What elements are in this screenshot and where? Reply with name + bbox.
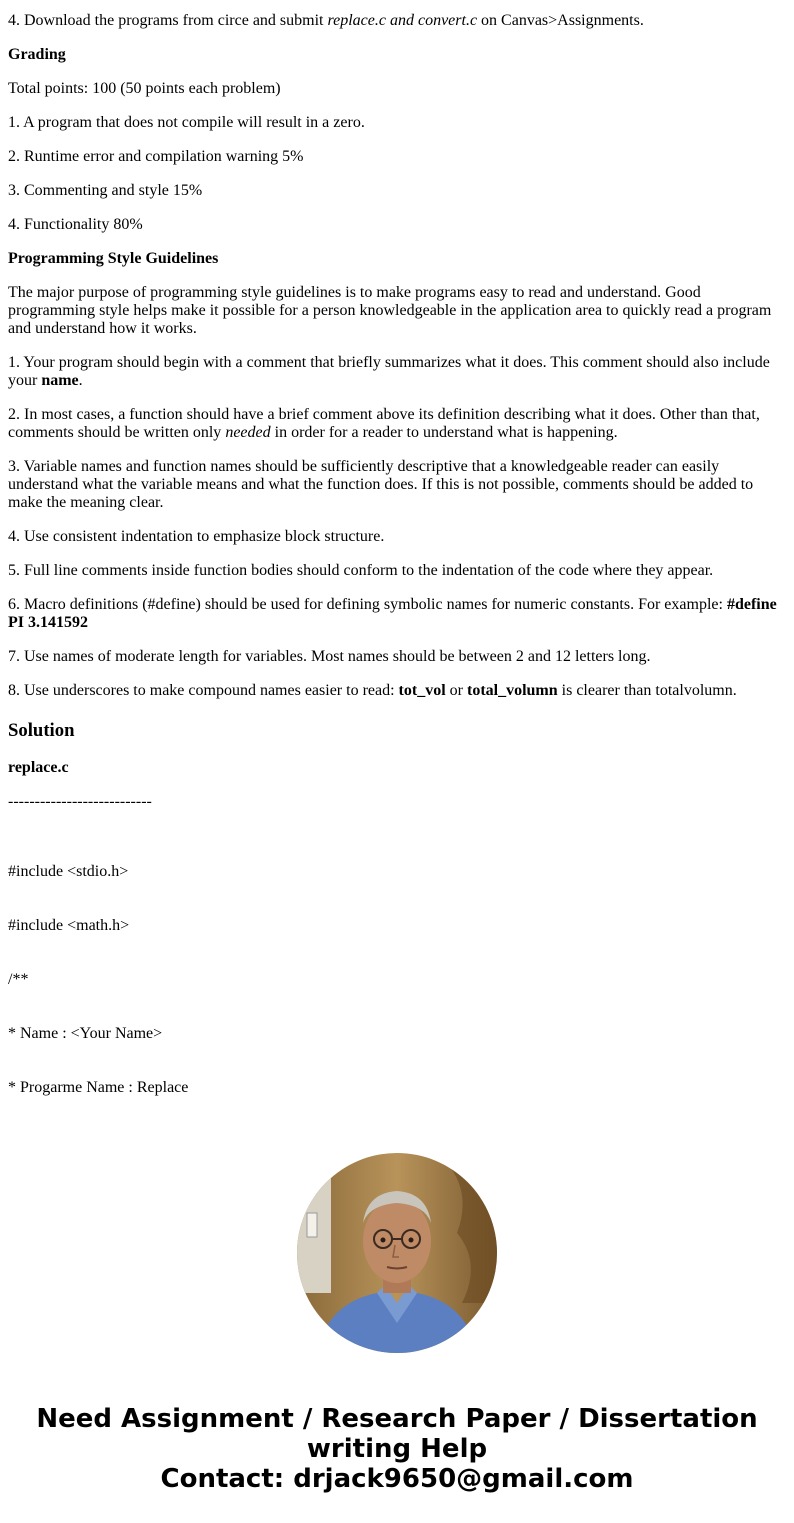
solution-file-name: replace.c (8, 759, 69, 776)
style-heading: Programming Style Guidelines (8, 250, 219, 267)
code-separator: --------------------------- (8, 793, 152, 810)
guideline-6: 6. Macro definitions (#define) should be used for defining symbolic names for numeric constants. For example: #define PI 3.141592 (8, 596, 777, 631)
contact-banner (0, 1404, 794, 1494)
guideline-8: 8. Use underscores to make compound names easier to read: tot_vol or total_volumn is clearer than totalvolumn. (8, 682, 737, 699)
code-line: * Progarme Name : Replace (8, 1079, 189, 1096)
solution-heading: Solution (8, 720, 75, 741)
guideline-1: 1. Your program should begin with a comment that briefly summarizes what it does. This comment should also include your name. (8, 354, 770, 389)
grading-item: 2. Runtime error and compilation warning 5% (8, 148, 304, 165)
cta-line-1: Need Assignment / Research Paper / Dissertation (36, 1404, 758, 1434)
code-line: #include <stdio.h> (8, 863, 129, 880)
grading-total: Total points: 100 (50 points each problem) (8, 80, 281, 97)
grading-heading: Grading (8, 46, 66, 63)
guideline-3: 3. Variable names and function names should be sufficiently descriptive that a knowledgeable reader can easily understand what the variable means and what the function does. If this is not possible, comments should be added to make the meaning clear. (8, 458, 754, 511)
grading-item: 1. A program that does not compile will result in a zero. (8, 114, 365, 131)
grading-item: 3. Commenting and style 15% (8, 182, 203, 199)
cta-contact-email: Contact: drjack9650@gmail.com (160, 1464, 634, 1494)
code-line: * Name : <Your Name> (8, 1025, 163, 1042)
file-names: replace.c and convert.c (327, 12, 478, 29)
cta-line-2: writing Help (306, 1434, 488, 1464)
guideline-5: 5. Full line comments inside function bodies should conform to the indentation of the code where they appear. (8, 562, 714, 579)
code-line: /** (8, 971, 29, 988)
step-4-instruction: 4. Download the programs from circe and submit replace.c and convert.c on Canvas>Assignments. (8, 12, 644, 29)
author-portrait-illustration (297, 1153, 497, 1353)
code-line: #include <math.h> (8, 917, 130, 934)
guideline-2: 2. In most cases, a function should have a brief comment above its definition describing what it does. Other than that, comments should be written only needed in order for a reader to understand what is happening. (8, 406, 760, 441)
grading-item: 4. Functionality 80% (8, 216, 143, 233)
style-intro: The major purpose of programming style guidelines is to make programs easy to read and understand. Good programming style helps make it possible for a person knowledgeable in the application area to quickly read a program and understand how it works. (8, 284, 772, 337)
guideline-4: 4. Use consistent indentation to emphasize block structure. (8, 528, 385, 545)
guideline-7: 7. Use names of moderate length for variables. Most names should be between 2 and 12 letters long. (8, 648, 651, 665)
code-listing (8, 827, 784, 1122)
author-photo (297, 1153, 497, 1353)
